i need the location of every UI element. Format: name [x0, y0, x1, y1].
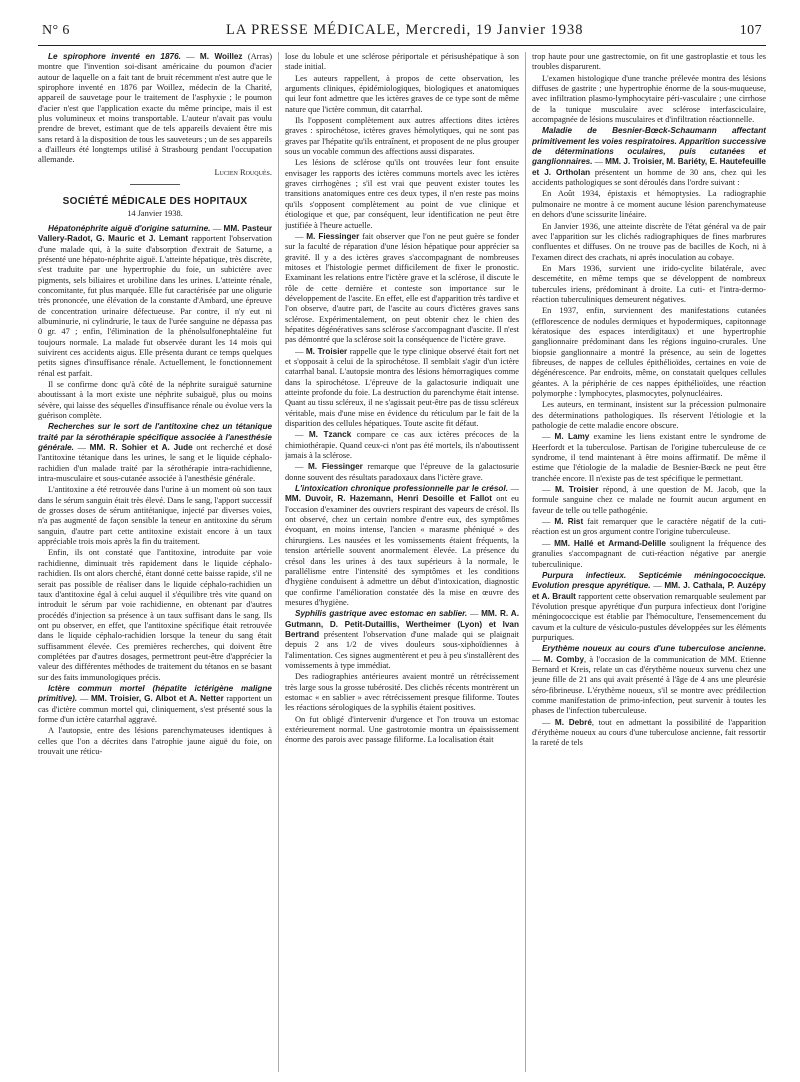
discussion: — M. Fiessinger remarque que l'épreuve de la galactosurie donne souvent des résultats paradoxaux dans l'ictère grave.: [284, 462, 519, 482]
newspaper-page: [38, 22, 766, 1072]
issue-number: N° 6: [42, 23, 70, 38]
paragraph: En Janvier 1936, une atteinte discrète de l'état général va de pair avec l'apparition sur les clichés radiographiques de fines marbrures confluentes et diffuses. On ne trouve pas de bacilles de Koch, ni à l'examen direct des crachats, ni après inoculation au cobaye.: [531, 221, 766, 262]
paragraph: A l'autopsie, entre des lésions parenchymateuses identiques à celles que l'on a décrites dans l'atrophie jaune aiguë du foie, on trouvait une réticu-: [38, 726, 272, 756]
paragraph: trop haute pour une gastrectomie, on fit une gastroplastie et tous les troubles disparurent.: [531, 52, 766, 72]
paragraph: On fut obligé d'intervenir d'urgence et l'on trouva un estomac extérieurement normal. Une gastrotomie montra un épaississement énorme des parois avec passage filiforme. La localisation était: [284, 714, 519, 745]
paragraph: En Août 1934, épistaxis et hémoptysies. La radiographie pulmonaire ne montre à ce moment aucune lésion parenchymateuse en dehors d'une scissurite linéaire.: [531, 189, 766, 220]
column-rule: [278, 52, 279, 1072]
paragraph: Il se confirme donc qu'à côté de la néphrite suraiguë saturnine aboutissant à la mort existe une néphrite subaiguë, plus ou moins sévère, qui laisse des séquelles d'insuffisance rénale ou évolue vers la guérison complète.: [38, 379, 272, 420]
journal-title: LA PRESSE MÉDICALE, Mercredi, 19 Janvier 1938: [226, 22, 584, 38]
article-syphilis: Syphilis gastrique avec estomac en sablier. — MM. R. A. Gutmann, D. Petit-Dutaillis, Wertheimer (Lyon) et Ivan Bertrand présentent l'observation d'une malade qui se plaignait depuis 2 ans 1/2 de vives douleurs sous-xiphoïdiennes à l'alimentation. Ces signes augmentèrent et peu à peu s'installèrent des vomissements à type immédiat.: [284, 609, 519, 670]
article-purpura: Purpura infectieux. Septicémie méningococcique. Evolution presque apyrétique. — MM. J. Cathala, P. Auzépy et A. Brault rapportent cette observation remarquable seulement par l'évolution presque apyrétique d'un purpura infectieux dont l'origine méningococcique est établie par l'hémoculture, l'ensemencement du cavum et la culture de vésiculo-pustules développées sur les éléments purpuriques.: [531, 570, 766, 642]
discussion: — M. Troisier rappelle que le type clinique observé était fort net et s'opposait à celui de la spirochétose. Il semblait s'agir d'un ictère catarrhal banal. L'autopsie montra des lésions hémorragiques comme dans la spirochétose. L'épreuve de la galactosurie indiquait une atteinte profonde du foie. La destruction du parenchyme était intense. Quant au tissu scléreux, il ne s'agissait peut-être pas de tissu scléreux véritable, mais d'une mise en évidence du réticulum par le fait de la disparition des cellules hépatiques. Toute ascite fit défaut.: [284, 346, 519, 429]
page-header: [38, 22, 766, 46]
page-number: 107: [739, 23, 762, 38]
discussion: — M. Troisier répond, à une question de M. Jacob, que la formule sanguine chez ce malade ne fournit aucun argument en faveur de telle ou telle pathogénie.: [531, 485, 766, 515]
discussion: — M. Tzanck compare ce cas aux ictères précoces de la chimiothérapie. Quand ceux-ci n'ont pas été mortels, ils n'aboutissent jamais à la sclérose.: [284, 430, 519, 461]
discussion: — M. Fiessinger fait observer que l'on ne peut guère se fonder sur la faculté de réparation d'une lésion hépatique pour apprécier sa gravité. Il y a des ictères graves s'accompagnant de nombreuses mitoses et l'histologie permet difficilement de fixer le pronostic. Examinant les relations entre l'ictère grave et la sclérose, il discute le rôle de cette dernière et conteste son importance sur le développement de l'ascite. En effet, elle est d'apparition très tardive et l'on observe, d'autre part, de l'ascite au cours d'ictères graves sans sclérose. Expérimentalement, on peut obtenir chez le chien des hépatites dégénératives sans sclérose s'accompagnant d'ascite. Il n'est pas démontré que la sclérose soit la conséquence de l'ictère grave.: [284, 231, 519, 345]
session-date: 14 Janvier 1938.: [127, 209, 183, 219]
article-cresol: L'intoxication chronique professionnelle par le crésol. — MM. Duvoir, R. Hazemann, Henri Desoille et Fallot ont eu l'occasion d'examiner des ouvriers respirant des vapeurs de crésol. Ils ont observé, chez un certain nombre d'entre eux, des symptômes évoquant, en moins intense, l'ancien « marasme phéniqué » des chirurgiens. Les nausées et les vomissements étaient fréquents, la tension artérielle souvent anormalement élevée. La présence du crésol dans les urines à des taux supérieurs à la normale, le parallélisme entre l'intensité des symptômes et les conditions d'hygiène conduisent à admettre un début d'intoxication, diagnostic que confirme l'amélioration constatée dès la mise en œuvre des mesures d'hygiène.: [284, 484, 519, 607]
paragraph: Des radiographies antérieures avaient montré un rétrécissement très large sous la grosse tubérosité. Des clichés récents montrèrent un estomac « en sablier » avec rétrécissement presque filiforme. Toutes les réactions sérologiques de la syphilis étaient positives.: [284, 672, 519, 713]
paragraph: lose du lobule et une sclérose périportale et périsushépatique à son stade initial.: [284, 52, 519, 72]
paragraph: En Mars 1936, survient une irido-cyclite bilatérale, avec descemétite, en même temps que se développent de nombreux tubercules iriens, prédominant à droite. La cuti- et l'intra-dermo-réaction tuberculiniques demeurent négatives.: [531, 263, 766, 304]
article-hepatonephrite: Hépatonéphrite aiguë d'origine saturnine. — MM. Pasteur Vallery-Radot, G. Mauric et J. Lemant rapportent l'observation d'une malade qui, à la suite d'absorption d'extrait de Saturne, a présenté une hépato-néphrite aiguë. L'atteinte hépatique, très discrète, s'est traduite par une hypertrophie du foie, un subictère avec pigments, sels biliaires et urobiline dans les urines. L'atteinte rénale, concomitante, fut plus marquée. Elle fut caractérisée par une oligurie très prononcée, une élévation de la constante d'Ambard, une épreuve de concentration urinaire défectueuse. Par contre, il n'y eut ni albuminurie, ni cylindrurie, le taux de l'urée sanguine ne dépassa pas 0 gr. 47 ; enfin, l'élimination de la phénolsulfonephtaléine fut toujours normale. La malade fut observée durant les 14 mois qui suivirent ces accidents aigus. Elle présenta durant ce temps quelques petits signes d'insuffisance rénale. Actuellement, le fonctionnement rénal est parfait.: [38, 223, 272, 378]
article-besnier-boeck: Maladie de Besnier-Bœck-Schaumann affectant primitivement les voies respiratoires. Apparition successive de déterminations oculaires, puis cutanées et ganglionnaires. — MM. J. Troisier, M. Bariéty, E. Hautefeuille et J. Ortholan présentent un homme de 30 ans, chez qui les accidents pathologiques se sont déroulés dans l'ordre suivant :: [531, 126, 766, 188]
article-spirophore: Le spirophore inventé en 1876. — M. Woillez (Arras) montre que l'invention soi-disant américaine du poumon d'acier autour de laquelle on a fait tant de bruit récemment n'est autre que le spirophore inventé en 1876 par Woillez, médecin de la Charité, appareil de sauvetage pour le traitement de l'asphyxie ; le poumon d'acier n'est que l'application exacte du même principe, mais il est plus volumineux et moins transportable. L'auteur n'avait pas voulu prendre de brevet, estimant que de tels appareils devaient être mis sans retard à la disposition de tous les sauveteurs ; un de ses appareils a d'ailleurs été longtemps utilisé à Strasbourg pendant l'occupation allemande.: [38, 52, 272, 165]
paragraph: Enfin, ils ont constaté que l'antitoxine, introduite par voie rachidienne, diminuait très rapidement dans le liquide céphalo-rachidien. Ils ont alors cherché, étant donné cette baisse rapide, s'il ne serait pas possible de réaliser dans le liquide céphalo-rachidien un taux d'antitoxine égal à celui auquel il s'équilibre très vite quand on introduit le sérum par voie rachidienne, en obtenant par d'autres procédés d'injection sa présence à un taux suffisant dans le sang. Ils ont pu observer, en effet, que l'antitoxine spécifique était retrouvée dans le liquide céphalo-rachidien lorsque la teneur du sang était suffisamment élevée. Ces premières recherches, qui doivent être complétées par d'autres dosages, permettront peut-être d'apprécier la valeur des différentes méthodes de traitement du tétanos en se basant sur des faits immunologiques précis.: [38, 548, 272, 682]
article-ictere: Ictère commun mortel (hépatite ictérigène maligne primitive). — MM. Troisier, G. Albot et A. Netter rapportent un cas d'ictère commun mortel qui, cliniquement, s'est présenté sous la forme d'un ictère catarrhal aggravé.: [38, 683, 272, 724]
paragraph: Les auteurs rappellent, à propos de cette observation, les arguments cliniques, épidémiologiques, biologiques et anatomiques qui leur font admettre que les ictères graves de ce type sont de même nature que l'ictère commun, dit catarrhal.: [284, 73, 519, 114]
column-2: [285, 52, 519, 1072]
text-columns: [38, 52, 766, 1072]
article-antitoxine: Recherches sur le sort de l'antitoxine chez un tétanique traité par la sérothérapie spécifique associée à l'anesthésie générale. — MM. R. Sohier et A. Jude ont recherché et dosé l'antitoxine tétanique dans les urines, le sang et le liquide céphalo-rachidien d'un malade traité par la sérothérapie intra-rachidienne, intra-musculaire et sous-cutanée associée à l'anesthésie générale.: [38, 422, 272, 484]
discussion: — M. Rist fait remarquer que le caractère négatif de la cuti-réaction est un gros argument contre l'origine tuberculeuse.: [531, 517, 766, 537]
discussion: — MM. Hallé et Armand-Delille soulignent la fréquence des granulies s'accompagnant de cuti-réaction négative par anergie tuberculinique.: [531, 538, 766, 569]
article-erytheme: Erythème noueux au cours d'une tuberculose ancienne. — M. Comby, à l'occasion de la communication de MM. Etienne Bernard et Kreis, relate un cas d'érythème noueux survenu chez une jeune fille de 21 ans qui avait présenté à l'âge de 4 ans une pleurésie séro-fibrineuse. L'érythème noueux, s'il se montre avec prédilection comme manifestation de primo-infection, peut survenir à toutes les phases de l'infection tuberculeuse.: [531, 644, 766, 716]
column-3: [532, 52, 766, 1072]
discussion: — M. Lamy examine les liens existant entre le syndrome de Heerfordt et la tuberculose. Partisan de l'origine tuberculeuse de ce syndrome, il tend maintenant à être moins affirmatif. De même il estime que l'étiologie de la maladie de Besnier-Bœck ne peut être tranchée encore. Il n'existe pas de test spécifique le permettant.: [531, 432, 766, 483]
paragraph: Les auteurs, en terminant, insistent sur la précession pulmonaire des déterminations pathologiques. Ils réservent l'étiologie et la pathologie de cette maladie encore obscure.: [531, 400, 766, 431]
signature: Lucien Rouquès.: [214, 167, 272, 177]
society-heading: SOCIÉTÉ MÉDICALE DES HOPITAUX: [62, 196, 248, 208]
paragraph: Les lésions de sclérose qu'ils ont trouvées leur font ensuite envisager les rapports des ictères communs mortels avec les ictères graves cirrhogènes ; s'il est vrai que peuvent exister toutes les transitions anatomiques entre ces deux types, il n'en reste pas moins qu'ils s'opposent complètement au point de vue clinique et étiologique et que, par conséquent, leur identification ne peut être justifiée à l'heure actuelle.: [284, 158, 519, 230]
paragraph: L'examen histologique d'une tranche prélevée montra des lésions diffuses de gastrite ; une hypertrophie énorme de la sous-muqueuse, avec infiltration plasmo-lymphocytaire péri-vasculaire ; une cirrhose de la tunique musculaire avec sclérose interfasciculaire, accompagnée de lésions musculaires et d'infiltration réactionnelle.: [531, 73, 766, 125]
column-rule: [525, 52, 526, 1072]
paragraph: En 1937, enfin, surviennent des manifestations cutanées (efflorescence de nodules dermiques et hypodermiques, capitonnage kératosique des espaces interdigitaux) et une hypertrophie ganglionnaire prédominant dans les régions inguino-crurales. Une biopsie ganglionnaire a montré la présence, au sein de logettes fibreuses, de nappes de cellules épithélioïdes, certaines en voie de dégénérescence. Par endroits, même, on constatait quelques cellules géantes. A la périphérie de ces nappes épithélioïdes, une réaction polymorphe : lymphocytes, plasmocytes, polynucléaires.: [531, 306, 766, 398]
paragraph: Ils l'opposent complètement aux autres affections dites ictères graves : spirochétose, ictères graves hémolytiques, qui ne sont pas graves par l'hépatite qu'ils entraînent, et proposent de ne plus grouper sous un vocable commun des affections aussi disparates.: [284, 116, 519, 157]
column-1: [38, 52, 272, 1072]
paragraph: L'antitoxine a été retrouvée dans l'urine à un moment où son taux dans le sérum sanguin était très élevé. Dans le sang, l'apport successif de grosses doses de sérum antitétanique, injecté par diverses voies, n'a pas augmenté de façon sensible la teneur en antitoxine du sérum sanguin, d'autre part cette antitoxine existait encore à un taux appréciable trois mois après la fin du traitement.: [38, 485, 272, 547]
separator: [130, 184, 180, 185]
discussion: — M. Debré, tout en admettant la possibilité de l'apparition d'érythème noueux au cours d'une tuberculose ancienne, fait ressortir la rareté de tels: [531, 717, 766, 748]
